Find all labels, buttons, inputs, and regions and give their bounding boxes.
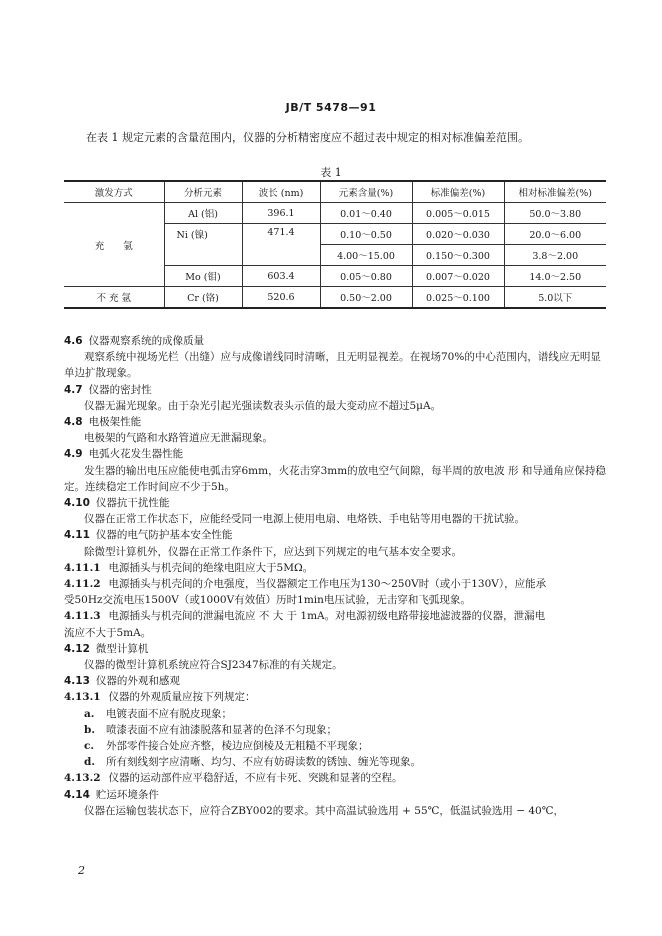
list-item — [64, 722, 606, 738]
cell-wavelength: 471.4 — [242, 224, 320, 266]
section-heading — [64, 446, 606, 462]
list-text: 外部零件接合处应齐整，棱边应倒棱及无粗糙不平现象； — [106, 740, 369, 753]
section-title: 仪器的外观和感观 — [95, 675, 180, 688]
col-header-element: 分析元素 — [164, 181, 242, 203]
cell-wavelength: 396.1 — [242, 203, 320, 224]
precision-table — [64, 180, 606, 309]
list-marker: c. — [84, 740, 95, 753]
subclause-number: 4.13.2 — [64, 772, 101, 785]
list-text: 喷漆表面不应有油漆脱落和显著的色泽不匀现象； — [106, 723, 337, 736]
list-marker: a. — [84, 707, 95, 720]
section-text: 仪器在正常工作状态下，应能经受同一电源上使用电扇、电烙铁、手电钻等用电器的干扰试验。 — [84, 513, 525, 526]
cell-wavelength: 520.6 — [242, 287, 320, 309]
section-title: 微型计算机 — [95, 642, 149, 655]
section-heading — [64, 333, 606, 349]
cell-content: 0.01～0.40 — [320, 203, 412, 224]
list-text: 电镀表面不应有脱皮现象； — [106, 707, 232, 720]
subclause-number: 4.13.1 — [64, 691, 101, 704]
cell-content: 4.00～15.00 — [320, 245, 412, 266]
section-heading — [64, 787, 606, 803]
list-item — [64, 754, 606, 770]
section-heading — [64, 414, 606, 430]
section-number: 4.7 — [64, 383, 83, 396]
table-row — [64, 203, 606, 224]
col-header-content: 元素含量(%) — [320, 181, 412, 203]
subclause-text: 电源插头与机壳间的泄漏电流应 不 大 于 1mA。对电源初级电路带接地滤波器的仪器，泄漏电 — [108, 610, 546, 623]
cell-element: Al (铝) — [164, 203, 242, 224]
cell-element: Cr (铬) — [164, 287, 242, 309]
cell-wavelength: 603.4 — [242, 266, 320, 287]
section-text: 发生器的输出电压应能使电弧击穿6mm，火花击穿3mm的放电空气间隙，每半周的放电波 形 和导通角应保持稳定。连续稳定工作时间应不少于5h。 — [64, 464, 606, 493]
cell-content: 0.50～2.00 — [320, 287, 412, 309]
cell-std: 0.150～0.300 — [412, 245, 504, 266]
section-title: 贮运环境条件 — [95, 788, 159, 801]
section-number: 4.11 — [64, 529, 90, 542]
section-text: 仪器无漏光现象。由于杂光引起光强读数表头示值的最大变动应不超过5μA。 — [84, 399, 442, 412]
subclause — [64, 576, 606, 592]
cell-std: 0.007～0.020 — [412, 266, 504, 287]
subclause-text: 电源插头与机壳间的介电强度，当仪器额定工作电压为130～250V时（或小于130V），应能承 — [108, 578, 547, 591]
section-text: 仪器在运输包装状态下，应符合ZBY002的要求。其中高温试验选用 + 55℃，低温试验选用 − 40℃， — [84, 804, 564, 817]
cell-rsd: 50.0～3.80 — [504, 203, 606, 224]
subclause — [64, 689, 606, 705]
section-title: 仪器观察系统的成像质量 — [88, 335, 205, 347]
cell-std: 0.025～0.100 — [412, 287, 504, 309]
section-title: 仪器的密封性 — [88, 383, 152, 396]
col-header-rsd: 相对标准偏差(%) — [504, 181, 606, 203]
table-title: 表 1 — [320, 166, 342, 179]
section-number: 4.13 — [64, 675, 90, 688]
cell-std: 0.005～0.015 — [412, 203, 504, 224]
cell-std: 0.020～0.030 — [412, 224, 504, 245]
section-heading — [64, 382, 606, 398]
group-label-argon: 充 氩 — [64, 203, 164, 287]
section-text: 除微型计算机外，仪器在正常工作条件下，应达到下列规定的电气基本安全要求。 — [84, 545, 462, 558]
section-heading — [64, 641, 606, 657]
cell-element: Mo (钼) — [164, 266, 242, 287]
section-number: 4.6 — [64, 335, 83, 347]
subclause — [64, 770, 606, 786]
cell-rsd: 14.0～2.50 — [504, 266, 606, 287]
subclause-continuation: 受50Hz交流电压1500V（或1000V有效值）历时1min电压试验，无击穿和飞弧现象。 — [64, 594, 471, 607]
section-number: 4.12 — [64, 642, 90, 655]
table-row — [64, 287, 606, 309]
subclause-number: 4.11.1 — [64, 561, 101, 574]
section-heading — [64, 673, 606, 689]
subclause-text: 仪器的运动部件应平稳舒适，不应有卡死、突跳和显著的空程。 — [108, 772, 403, 785]
subclause-number: 4.11.2 — [64, 578, 101, 591]
subclause-text: 电源插头与机壳间的绝缘电阻应大于5MΩ。 — [108, 561, 314, 574]
col-header-std: 标准偏差(%) — [412, 181, 504, 203]
page-number: 2 — [78, 864, 85, 877]
standard-header: JB/T 5478—91 — [285, 101, 377, 114]
section-title: 仪器的电气防护基本安全性能 — [95, 529, 233, 542]
subclause-number: 4.11.3 — [64, 610, 101, 623]
section-title: 电极架性能 — [88, 416, 142, 429]
subclause-text: 仪器的外观质量应按下列规定： — [108, 691, 256, 704]
col-header-excitation: 激发方式 — [64, 181, 164, 203]
subclause-continuation: 流应不大于5mA。 — [64, 626, 152, 639]
section-heading — [64, 495, 606, 511]
table-header-row — [64, 181, 606, 203]
cell-rsd: 20.0～6.00 — [504, 224, 606, 245]
section-title: 电弧火花发生器性能 — [88, 448, 184, 461]
section-text: 观察系统中视场光栏（出缝）应与成像谱线同时清晰，且无明显视差。在视场70%的中心范围内，谱线应无明显单边扩散现象。 — [64, 351, 601, 380]
clauses — [64, 333, 606, 819]
section-heading — [64, 527, 606, 543]
section-title: 仪器抗干扰性能 — [95, 497, 170, 510]
list-text: 所有刻线刻字应清晰、均匀、不应有妨碍读数的锈蚀、缠光等现象。 — [106, 756, 421, 769]
subclause — [64, 560, 606, 576]
col-header-wavelength: 波长 (nm) — [242, 181, 320, 203]
section-text: 电极架的气路和水路管道应无泄漏现象。 — [84, 432, 273, 445]
cell-rsd: 5.0以下 — [504, 287, 606, 309]
cell-element: Ni (镍) — [164, 224, 242, 266]
list-item — [64, 738, 606, 754]
cell-content: 0.10～0.50 — [320, 224, 412, 245]
section-number: 4.8 — [64, 416, 83, 429]
intro-paragraph: 在表 1 规定元素的含量范围内，仪器的分析精密度应不超过表中规定的相对标准偏差范围。 — [86, 131, 529, 144]
list-marker: b. — [84, 723, 95, 736]
group-label-no-argon: 不 充 氩 — [64, 287, 164, 309]
section-number: 4.14 — [64, 788, 90, 801]
section-number: 4.10 — [64, 497, 90, 510]
cell-content: 0.05～0.80 — [320, 266, 412, 287]
list-marker: d. — [84, 756, 95, 769]
section-text: 仪器的微型计算机系统应符合SJ2347标准的有关规定。 — [84, 659, 343, 672]
subclause — [64, 608, 606, 624]
section-number: 4.9 — [64, 448, 83, 461]
cell-rsd: 3.8～2.00 — [504, 245, 606, 266]
list-item — [64, 706, 606, 722]
